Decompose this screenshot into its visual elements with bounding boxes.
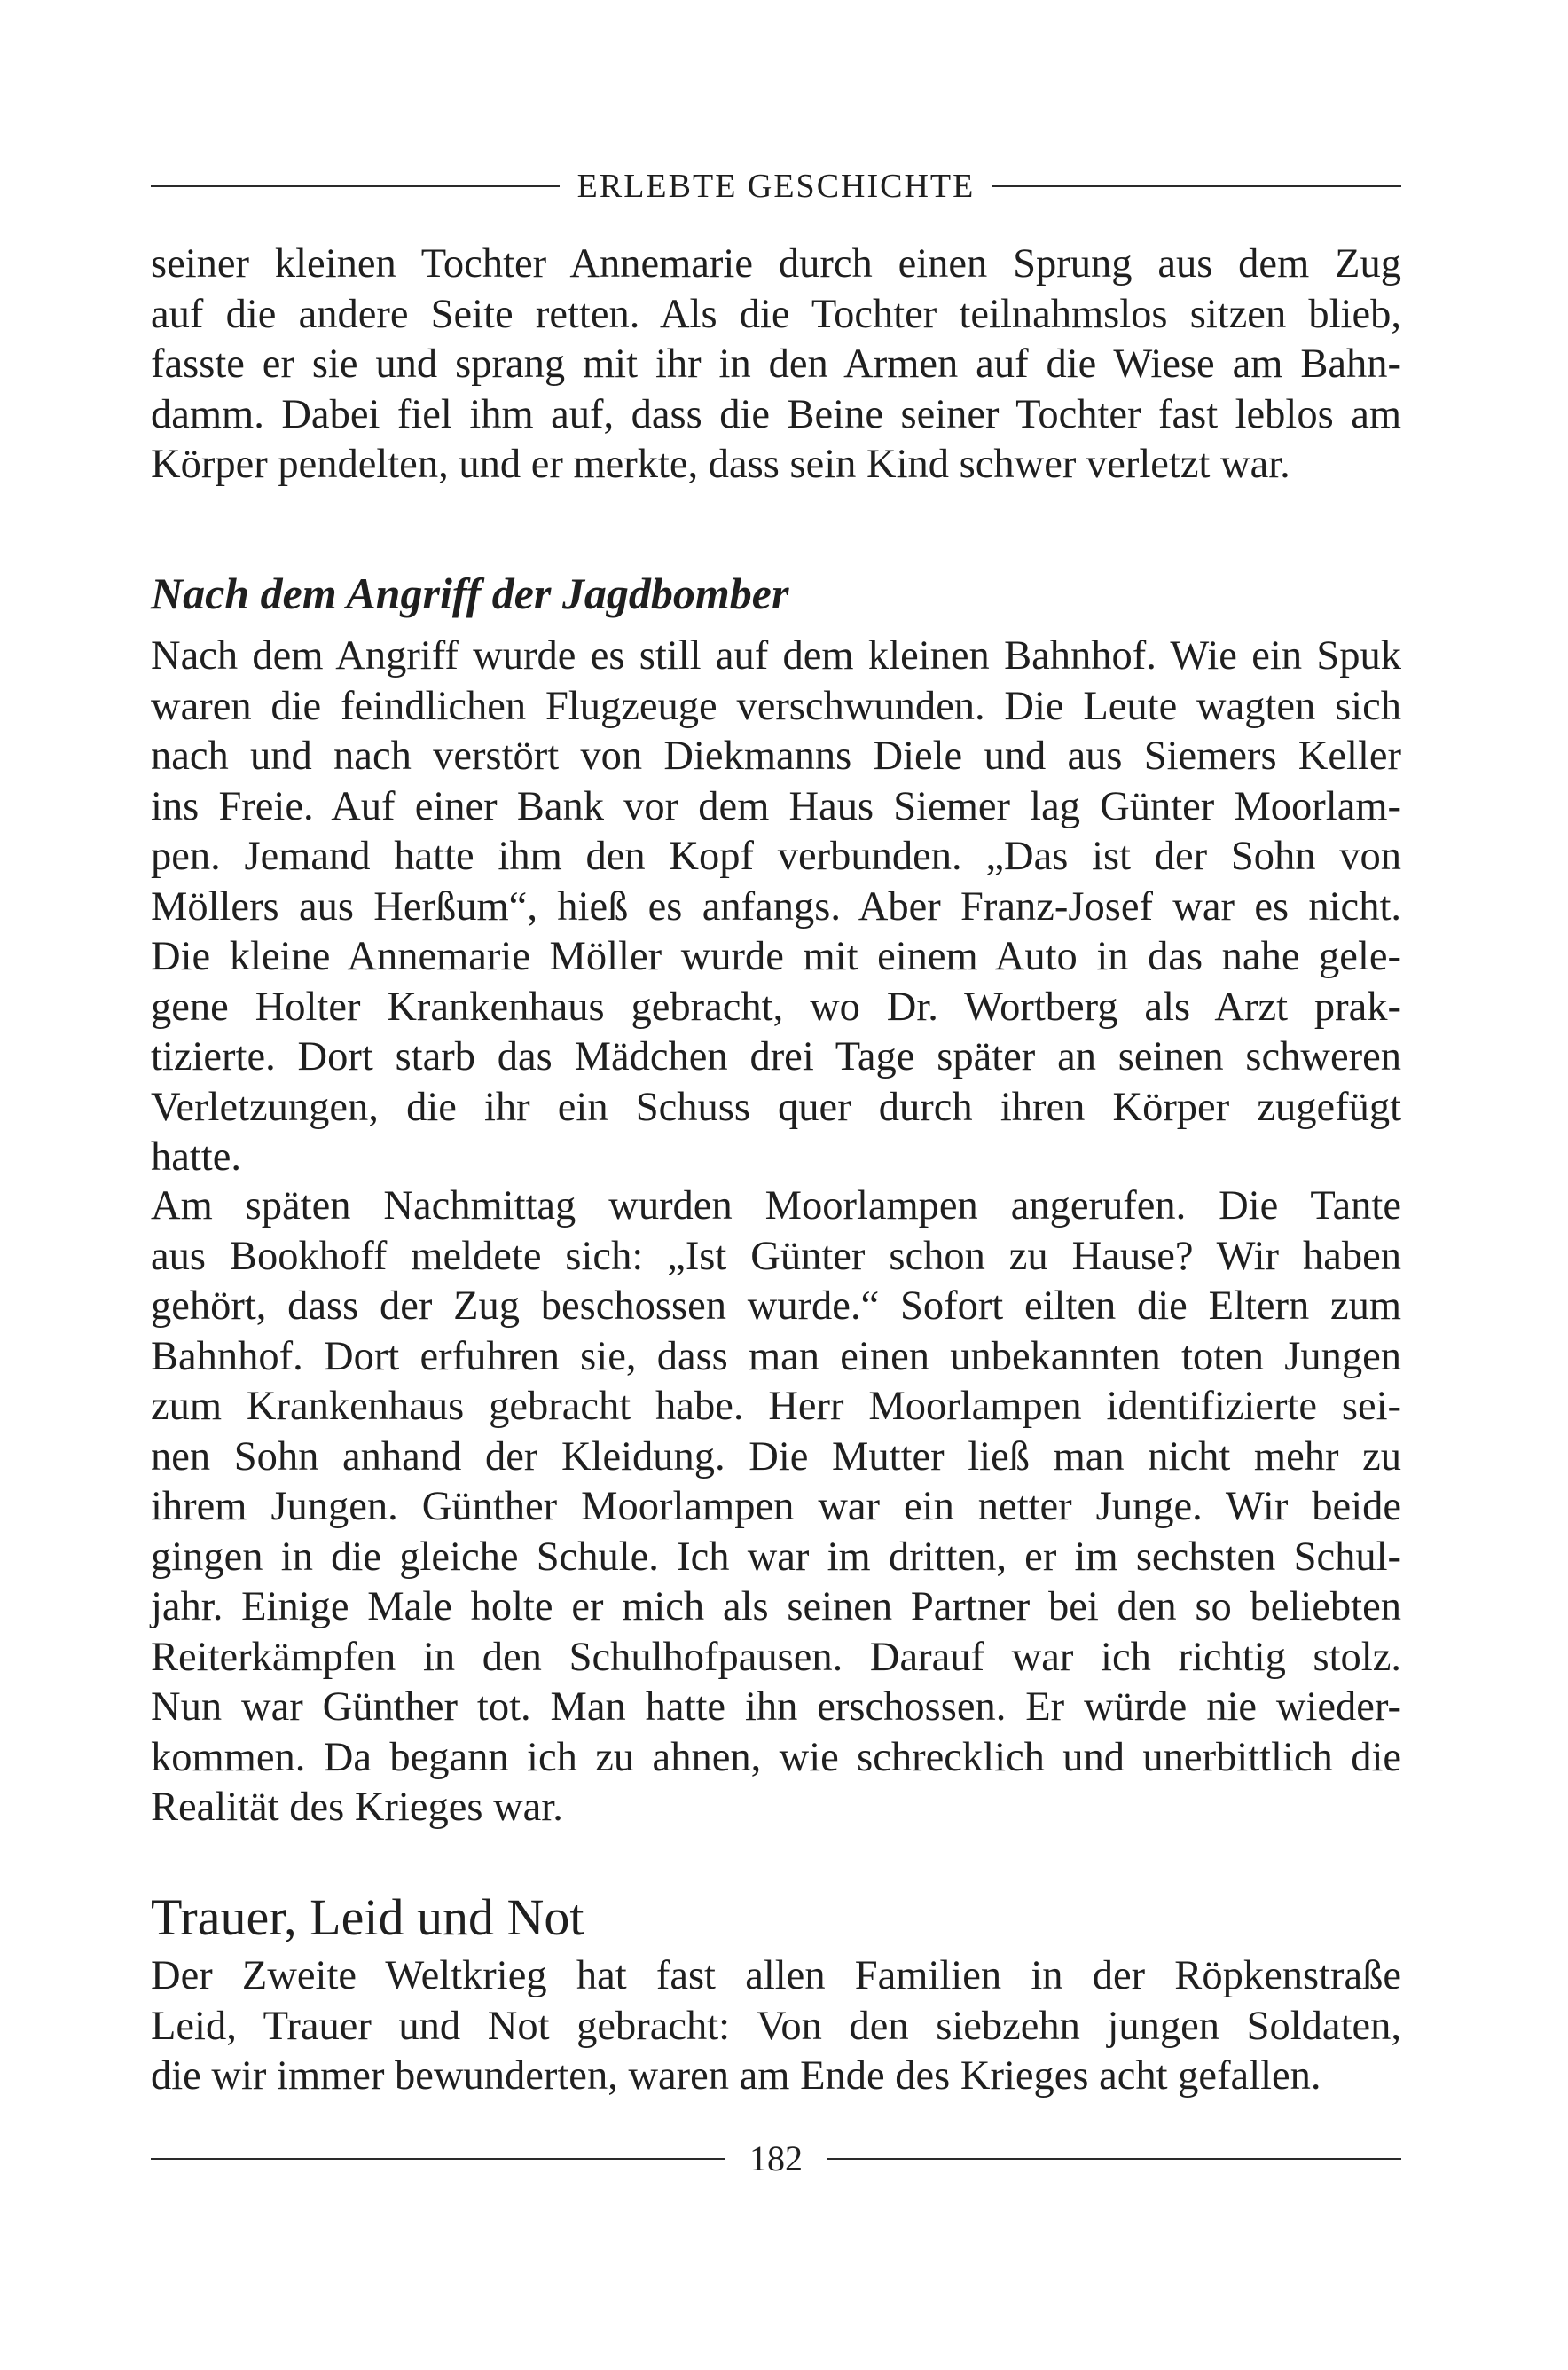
text-line: die wir immer bewunderten, waren am Ende des Krieges acht gefallen. — [151, 2053, 1321, 2099]
running-head-rule-right — [992, 185, 1401, 187]
text-line: Der Zweite Weltkrieg hat fast allen Familien in der Röpkenstraße — [151, 1953, 1401, 1998]
text-line: Realität des Krieges war. — [151, 1785, 563, 1830]
text-line: gingen in die gleiche Schule. Ich war im dritten, er im sechsten Schul- — [151, 1534, 1401, 1580]
paragraph-train-escape — [151, 239, 1401, 490]
text-line: gene Holter Krankenhaus gebracht, wo Dr. Wortberg als Arzt prak- — [151, 984, 1401, 1030]
text-line: hatte. — [151, 1134, 241, 1180]
text-line: aus Bookhoff meldete sich: „Ist Günter schon zu Hause? Wir haben — [151, 1233, 1401, 1279]
page-number: 182 — [749, 2138, 803, 2178]
text-line: Reiterkämpfen in den Schulhofpausen. Darauf war ich richtig stolz. — [151, 1634, 1401, 1680]
text-line: Verletzungen, die ihr ein Schuss quer durch ihren Körper zugefügt — [151, 1084, 1401, 1130]
text-line: gehört, dass der Zug beschossen wurde.“ Sofort eilten die Eltern zum — [151, 1283, 1401, 1329]
page-footer — [151, 2138, 1401, 2179]
text-line: auf die andere Seite retten. Als die Tochter teilnahmslos sitzen blieb, — [151, 291, 1401, 337]
text-line: nen Sohn anhand der Kleidung. Die Mutter ließ man nicht mehr zu — [151, 1433, 1401, 1479]
text-line: Körper pendelten, und er merkte, dass sein Kind schwer verletzt war. — [151, 442, 1290, 487]
text-line: damm. Dabei fiel ihm auf, dass die Beine seiner Tochter fast leblos am — [151, 391, 1401, 437]
text-line: Möllers aus Herßum“, hieß es anfangs. Aber Franz-Josef war es nicht. — [151, 883, 1401, 930]
paragraph-afternoon-call — [151, 1181, 1401, 1833]
text-line: Die kleine Annemarie Möller wurde mit einem Auto in das nahe gele- — [151, 934, 1401, 979]
text-line: Nach dem Angriff wurde es still auf dem kleinen Bahnhof. Wie ein Spuk — [151, 633, 1401, 679]
running-head — [151, 167, 1401, 206]
running-head-title: ERLEBTE GESCHICHTE — [576, 168, 976, 205]
text-line: kommen. Da begann ich zu ahnen, wie schrecklich und unerbittlich die — [151, 1734, 1401, 1780]
text-line: fasste er sie und sprang mit ihr in den Armen auf die Wiese am Bahn- — [151, 341, 1401, 387]
footer-rule-left — [151, 2158, 725, 2160]
paragraph-grief — [151, 1951, 1401, 2102]
text-line: pen. Jemand hatte ihm den Kopf verbunden. „Das ist der Sohn von — [151, 834, 1401, 879]
text-line: ins Freie. Auf einer Bank vor dem Haus Siemer lag Günter Moorlam- — [151, 783, 1401, 829]
text-line: tizierte. Dort starb das Mädchen drei Tage später an seinen schweren — [151, 1034, 1401, 1079]
text-line: jahr. Einige Male holte er mich als seinen Partner bei den so beliebten — [151, 1584, 1401, 1629]
section-heading: Trauer, Leid und Not — [151, 1888, 584, 1946]
section-subheading: Nach dem Angriff der Jagdbomber — [151, 569, 789, 618]
book-page — [151, 0, 1401, 2370]
text-line: nach und nach verstört von Diekmanns Diele und aus Siemers Keller — [151, 734, 1401, 779]
running-head-rule-left — [151, 185, 560, 187]
text-line: Bahnhof. Dort erfuhren sie, dass man einen unbekannten toten Jungen — [151, 1333, 1401, 1379]
footer-rule-right — [827, 2158, 1401, 2160]
paragraph-after-attack — [151, 632, 1401, 1183]
text-line: ihrem Jungen. Günther Moorlampen war ein netter Junge. Wir beide — [151, 1484, 1401, 1529]
text-line: Am späten Nachmittag wurden Moorlampen angerufen. Die Tante — [151, 1183, 1401, 1228]
text-line: Leid, Trauer und Not gebracht: Von den siebzehn jungen Soldaten, — [151, 2003, 1401, 2049]
text-line: Nun war Günther tot. Man hatte ihn erschossen. Er würde nie wieder- — [151, 1684, 1401, 1730]
text-line: waren die feindlichen Flugzeuge verschwunden. Die Leute wagten sich — [151, 683, 1401, 729]
text-line: seiner kleinen Tochter Annemarie durch einen Sprung aus dem Zug — [151, 241, 1401, 286]
text-line: zum Krankenhaus gebracht habe. Herr Moorlampen identifizierte sei- — [151, 1384, 1401, 1429]
